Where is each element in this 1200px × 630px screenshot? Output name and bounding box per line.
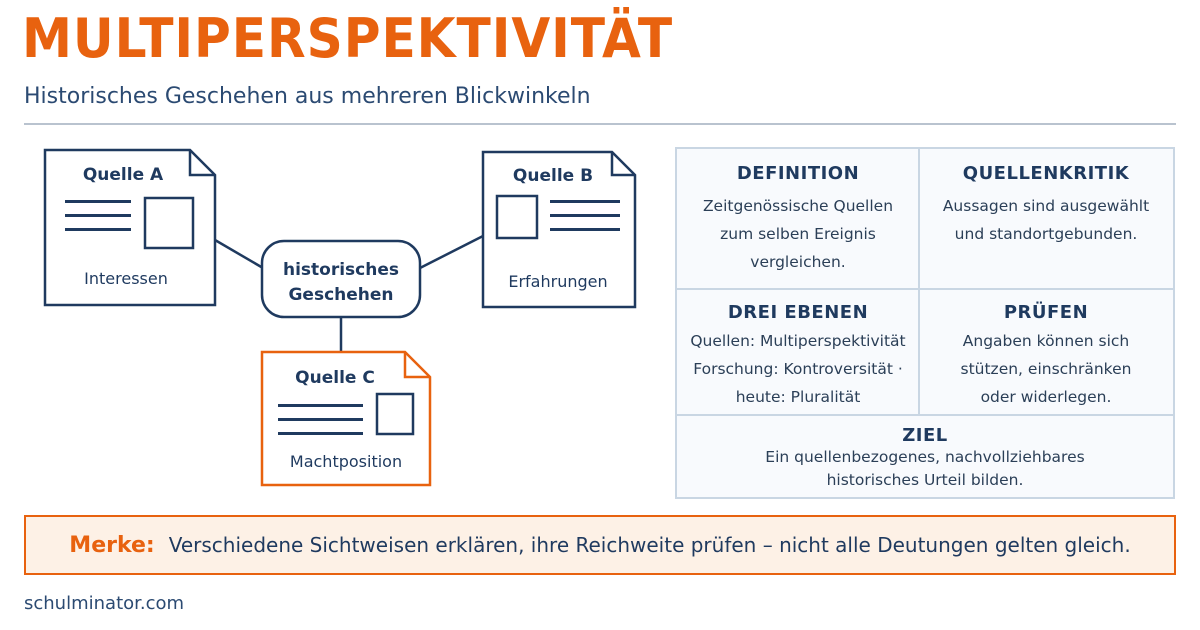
quellenkritik-heading: QUELLENKRITIK [962, 163, 1130, 184]
ziel-line: Ein quellenbezogenes, nachvollziehbares [765, 448, 1085, 466]
quellenkritik-cell [919, 149, 1173, 288]
source-a-title: Quelle A [82, 165, 164, 185]
ziel-line: historisches Urteil bilden. [826, 471, 1024, 489]
pruefen-line: stützen, einschränken [960, 360, 1132, 378]
quellenkritik-line: und standortgebunden. [954, 225, 1138, 243]
source-card-c [262, 352, 430, 485]
pruefen-line: Angaben können sich [962, 332, 1130, 350]
pruefen-line: oder widerlegen. [980, 388, 1112, 406]
quellenkritik-line: Aussagen sind ausgewählt [942, 197, 1150, 215]
source-card-a [45, 150, 215, 305]
source-b-caption: Erfahrungen [508, 272, 608, 291]
source-c-title: Quelle C [295, 368, 375, 388]
source-card-b [483, 152, 635, 307]
page-subtitle: Historisches Geschehen aus mehreren Blickwinkeln [24, 84, 591, 109]
connector-b [420, 236, 483, 268]
drei-ebenen-line: Quellen: Multiperspektivität [690, 332, 906, 350]
connector-a [215, 240, 263, 268]
source-c-caption: Machtposition [289, 452, 403, 471]
definition-cell [677, 149, 919, 288]
drei-ebenen-heading: DREI EBENEN [727, 302, 869, 323]
page-title: MULTIPERSPEKTIVITÄT [22, 7, 674, 70]
source-a-caption: Interessen [84, 269, 168, 288]
drei-ebenen-cell [677, 289, 919, 415]
drei-ebenen-line: heute: Pluralität [735, 388, 861, 406]
center-line-1: historisches [282, 260, 400, 280]
center-line-2: Geschehen [288, 285, 394, 305]
center-node [262, 241, 420, 317]
merke-box [24, 515, 1176, 575]
definition-line: Zeitgenössische Quellen [702, 197, 894, 215]
merke-text: Verschiedene Sichtweisen erklären, ihre Reichweite prüfen – nicht alle Deutungen gelten gleich. [168, 533, 1131, 557]
merke-label: Merke: [69, 532, 155, 558]
source-b-title: Quelle B [512, 166, 594, 186]
definition-heading: DEFINITION [736, 163, 860, 184]
footer-site-link[interactable]: schulminator.com [24, 593, 185, 614]
ziel-heading: ZIEL [902, 425, 948, 446]
definition-line: vergleichen. [750, 253, 846, 271]
pruefen-heading: PRÜFEN [1003, 302, 1089, 323]
drei-ebenen-line: Forschung: Kontroversität · [693, 360, 903, 378]
ziel-cell [677, 416, 1173, 497]
info-grid [675, 147, 1175, 499]
pruefen-cell [919, 289, 1173, 415]
definition-line: zum selben Ereignis [720, 225, 876, 243]
